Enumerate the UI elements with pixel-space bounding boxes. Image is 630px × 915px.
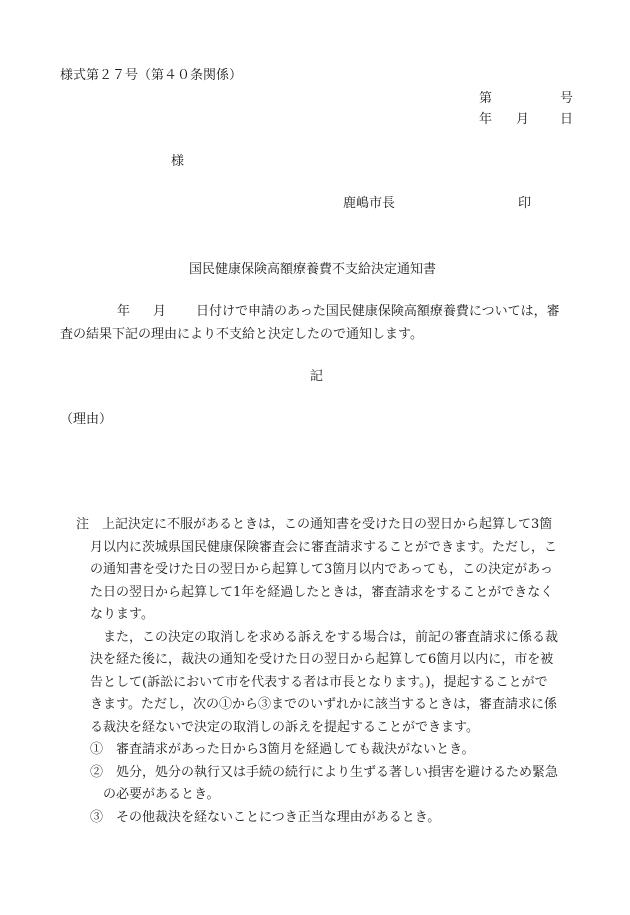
date-month: 月 [516,112,530,127]
note-line: 決を経た後に，裁決の通知を受けた日の翌日から起算して6箇月以内に，市を被 [90,652,554,667]
body-year: 年 [117,304,131,319]
note-block [0,514,630,829]
note-line: た日の翌日から起算して1年を経過したときは，審査請求をすることができなく [90,584,554,600]
document-number-go: 号 [560,91,574,106]
note-line: の通知書を受けた日の翌日から起算して3箇月以内であっても，この決定があっ [90,562,554,577]
ki-mark: 記 [310,369,324,384]
note-line: なります。 [90,607,154,622]
note-line: 月以内に茨城県国民健康保険審査会に審査請求することができます。ただし，こ [90,539,557,555]
note-line: きます。ただし，次の①から③までのいずれかに該当するときは，審査請求に係 [90,697,557,712]
body-month: 月 [153,304,167,319]
date-day: 日 [560,112,574,127]
note-line: の必要があるとき。 [103,787,220,802]
document-title: 国民健康保険高額療養費不支給決定通知書 [189,262,437,277]
form-number: 様式第２７号（第４０条関係） [60,68,243,83]
note-line: また，この決定の取消しを求める訴えをする場合は，前記の審査請求に係る裁 [103,629,559,645]
note-line: 告として(訴訟において市を代表する者は市長となります。)，提起することがで [90,674,548,690]
note-line: る裁決を経ないで決定の取消しの訴えを提起することができます。 [90,719,479,735]
document-number-dai: 第 [479,91,493,106]
reason-label: （理由） [60,412,113,427]
body-text-line2: 査の結果下記の理由により不支給と決定したので通知します。 [60,327,423,342]
seal-mark: 印 [518,196,532,211]
date-year: 年 [479,112,493,127]
sender-name: 鹿嶋市長 [343,196,396,211]
body-text-line1: 日付けで申請のあった国民健康保険高額療養費については，審 [196,304,560,319]
note-line: 注 上記決定に不服があるときは，この通知書を受けた日の翌日から起算して3箇 [76,517,553,532]
note-line: ① 審査請求があった日から3箇月を経過しても裁決がないとき。 [90,742,475,757]
note-line: ③ その他裁決を経ないことにつき正当な理由があるとき。 [90,809,441,825]
addressee-sama: 様 [171,154,185,169]
note-line: ② 処分，処分の執行又は手続の続行により生ずる著しい損害を避けるため緊急 [90,764,559,780]
